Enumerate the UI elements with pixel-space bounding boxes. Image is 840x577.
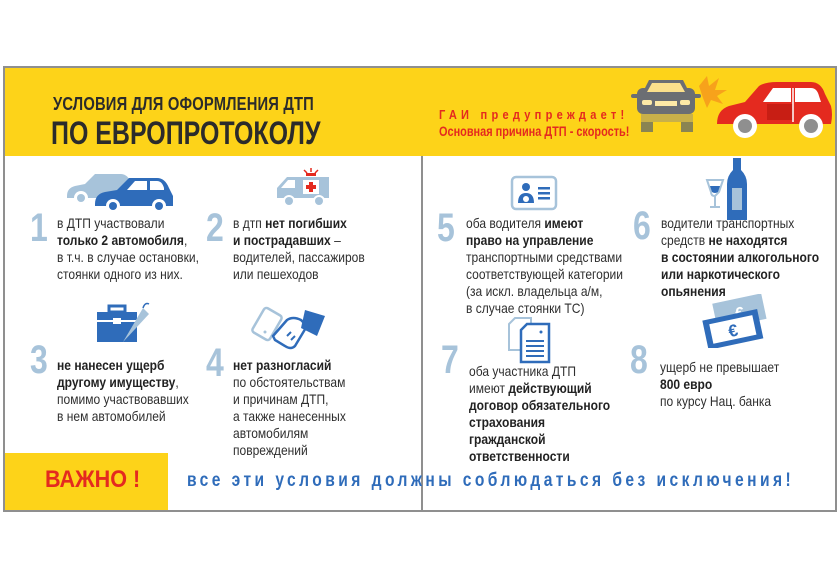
condition-text: в дтп нет погибших и пострадавших – водителей, пассажиров или пешеходов (233, 215, 365, 282)
alcohol-bottle-icon (705, 156, 749, 222)
condition-number: 6 (633, 204, 651, 248)
documents-icon (507, 316, 551, 364)
condition-number: 2 (206, 206, 224, 250)
car-crash-icon (627, 74, 837, 154)
condition-number: 5 (437, 206, 455, 250)
two-cars-icon (65, 168, 175, 213)
condition-number: 3 (30, 338, 48, 382)
driver-license-icon (510, 175, 558, 211)
condition-text: в ДТП участвовали только 2 автомобиля, в т.ч. в случае остановки, стоянки одного из них. (57, 215, 199, 282)
infographic-frame (3, 66, 837, 512)
condition-text: водители транспортных средств не находятся в состоянии алкогольного или наркотического опьянения (661, 215, 820, 299)
condition-number: 4 (206, 341, 224, 385)
condition-text: нет разногласий по обстоятельствам и причинам ДТП, а также нанесенных автомобилям повреждений (233, 357, 346, 458)
condition-number: 8 (630, 338, 648, 382)
important-label: ВАЖНО ! (45, 466, 141, 493)
handshake-icon (251, 306, 331, 352)
warning-line-2: Основная причина ДТП - скорость! (439, 123, 630, 139)
condition-text: не нанесен ущерб другому имуществу, помимо участвовавших в нем автомобилей (57, 357, 189, 424)
title-line-1: УСЛОВИЯ ДЛЯ ОФОРМЛЕНИЯ ДТП (53, 94, 314, 114)
column-divider (421, 156, 423, 512)
title-line-2: ПО ЕВРОПРОТОКОЛУ (51, 115, 321, 151)
condition-number: 7 (441, 338, 459, 382)
warning-line-1: ГАИ предупреждает! (439, 107, 629, 122)
condition-number: 1 (30, 206, 48, 250)
ambulance-icon (273, 166, 333, 210)
footer-note: все эти условия должны соблюдаться без исключения! (187, 470, 795, 491)
header-banner (5, 68, 835, 156)
condition-text: ущерб не превышает 800 евро по курсу Нац. банка (660, 359, 780, 409)
condition-text: оба участника ДТП имеют действующий договор обязательного страхования гражданской ответственности (469, 363, 611, 464)
condition-text: оба водителя имеют право на управление транспортными средствами соответствующей категории (за искл. владельца а/м, в случае стоянки ТС) (466, 215, 624, 316)
svg-text:€: € (726, 320, 740, 342)
euro-banknotes-icon (701, 294, 771, 348)
briefcase-umbrella-icon (93, 300, 153, 344)
